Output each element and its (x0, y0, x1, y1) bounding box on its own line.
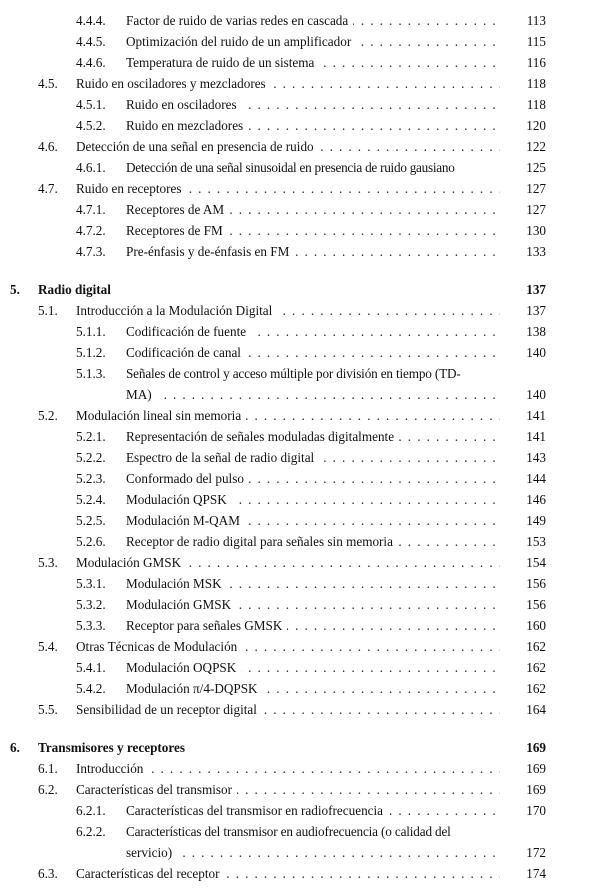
toc-entry-title: Características del transmisor en audiofrecuencia (o calidad del (126, 822, 546, 842)
toc-entry-page: 122 (526, 139, 546, 154)
toc-entry-number: 4.7.2. (76, 223, 106, 238)
toc-entry-number: 5.3. (38, 555, 58, 570)
toc-entry-title-continued: servicio) . . . (126, 843, 500, 863)
toc-entry (0, 322, 546, 342)
toc-entry-title: Receptor para señales GMSK . . . (126, 616, 500, 636)
toc-entry-page: 149 (526, 513, 546, 528)
toc-entry-title: Detección de una señal en presencia de ruido . . . (76, 137, 500, 157)
toc-entry-number: 5.2.4. (76, 492, 106, 507)
toc-entry-page: 156 (526, 597, 546, 612)
toc-entry-page: 170 (526, 803, 546, 818)
toc-entry-title: Codificación de fuente . . . (126, 322, 500, 342)
toc-entry-page: 169 (526, 761, 546, 776)
toc-entry-number: 5.2.1. (76, 429, 106, 444)
toc-entry-page: 153 (526, 534, 546, 549)
toc-entry-title: Conformado del pulso . . . (126, 469, 500, 489)
toc-entry (0, 637, 546, 657)
toc-entry-number: 4.6.1. (76, 160, 106, 175)
toc-entry (0, 11, 546, 31)
toc-entry (0, 532, 546, 552)
toc-entry-number: 4.5.2. (76, 118, 106, 133)
toc-entry-title: Modulación QPSK . . . (126, 490, 500, 510)
toc-entry-title: Modulación π/4-DQPSK . . . (126, 679, 500, 699)
toc-entry-number: 5.3.2. (76, 597, 106, 612)
toc-entry-number: 5.2. (38, 408, 58, 423)
toc-entry (0, 95, 546, 115)
toc-entry (0, 822, 546, 842)
toc-entry (0, 553, 546, 573)
toc-entry-page: 113 (526, 13, 546, 28)
toc-entry-number: 5.3.1. (76, 576, 106, 591)
toc-entry (0, 406, 546, 426)
toc-entry-number: 6.1. (38, 761, 58, 776)
toc-chapter-number: 6. (10, 740, 20, 755)
toc-entry-number: 5.1. (38, 303, 58, 318)
toc-entry-number: 5.4. (38, 639, 58, 654)
toc-entry (0, 200, 546, 220)
toc-entry-continuation (0, 385, 546, 405)
toc-entry (0, 864, 546, 884)
toc-entry-page: 141 (526, 429, 546, 444)
toc-entry-page: 115 (526, 34, 546, 49)
toc-entry (0, 658, 546, 678)
toc-entry-number: 5.2.5. (76, 513, 106, 528)
toc-entry-page: 174 (526, 866, 546, 881)
toc-entry (0, 179, 546, 199)
toc-entry-title: Modulación GMSK . . . (126, 595, 500, 615)
toc-entry-title: Representación de señales moduladas digitalmente . . . (126, 427, 500, 447)
toc-entry-page: 127 (526, 181, 546, 196)
toc-entry-page: 162 (526, 660, 546, 675)
toc-entry-title: Receptor de radio digital para señales sin memoria . . . (126, 532, 500, 552)
toc-entry-number: 5.2.3. (76, 471, 106, 486)
toc-chapter-title: Transmisores y receptores (38, 738, 500, 758)
toc-entry-title: Pre-énfasis y de-énfasis en FM . . . (126, 242, 500, 262)
toc-entry-title: Introducción . . . (76, 759, 500, 779)
toc-chapter-page: 137 (526, 282, 546, 297)
toc-entry-number: 5.2.6. (76, 534, 106, 549)
toc-entry (0, 32, 546, 52)
toc-entry-page: 118 (526, 76, 546, 91)
toc-entry-title: Factor de ruido de varias redes en cascada . . . (126, 11, 500, 31)
toc-entry-title: Introducción a la Modulación Digital . . . (76, 301, 500, 321)
toc-entry (0, 116, 546, 136)
toc-entry-page: 120 (526, 118, 546, 133)
toc-entry (0, 364, 546, 384)
toc-entry (0, 490, 546, 510)
toc-entry-title: Ruido en osciladores y mezcladores . . . (76, 74, 500, 94)
toc-entry-title: Características del transmisor en radiofrecuencia . . . (126, 801, 500, 821)
toc-entry (0, 469, 546, 489)
toc-entry-number: 4.4.4. (76, 13, 106, 28)
toc-entry-title: Detección de una señal sinusoidal en presencia de ruido gausiano (126, 158, 506, 178)
toc-entry-number: 5.4.1. (76, 660, 106, 675)
toc-entry (0, 343, 546, 363)
toc-entry-title: Modulación GMSK . . . (76, 553, 500, 573)
toc-entry-page: 162 (526, 639, 546, 654)
toc-entry-title: Características del transmisor . . . (76, 780, 500, 800)
toc-entry-title: Modulación OQPSK . . . (126, 658, 500, 678)
toc-entry (0, 427, 546, 447)
toc-entry-continuation (0, 843, 546, 863)
toc-entry (0, 448, 546, 468)
toc-entry-number: 4.5. (38, 76, 58, 91)
toc-entry (0, 242, 546, 262)
toc-entry-page: 160 (526, 618, 546, 633)
toc-entry-number: 4.6. (38, 139, 58, 154)
toc-entry-number: 5.4.2. (76, 681, 106, 696)
toc-entry-page: 169 (526, 782, 546, 797)
toc-entry-page: 141 (526, 408, 546, 423)
toc-entry (0, 801, 546, 821)
toc-entry (0, 301, 546, 321)
toc-entry-number: 5.1.2. (76, 345, 106, 360)
toc-entry (0, 616, 546, 636)
toc-entry-page: 154 (526, 555, 546, 570)
toc-entry-title: Otras Técnicas de Modulación . . . (76, 637, 500, 657)
toc-entry-page: 146 (526, 492, 546, 507)
toc-entry-number: 6.3. (38, 866, 58, 881)
toc-entry-page: 130 (526, 223, 546, 238)
toc-entry-page: 138 (526, 324, 546, 339)
toc-entry-page: 140 (526, 387, 546, 402)
toc-entry-title-continued: MA) . . . (126, 385, 500, 405)
toc-entry (0, 759, 546, 779)
toc-entry-title: Receptores de FM . . . (126, 221, 500, 241)
toc-entry-title: Ruido en receptores . . . (76, 179, 500, 199)
toc-entry-number: 4.4.5. (76, 34, 106, 49)
toc-entry-title: Sensibilidad de un receptor digital . . . (76, 700, 500, 720)
toc-entry-number: 4.7. (38, 181, 58, 196)
toc-entry (0, 679, 546, 699)
toc-entry-number: 6.2.1. (76, 803, 106, 818)
toc-entry-page: 156 (526, 576, 546, 591)
toc-entry-title: Optimización del ruido de un amplificador . . . (126, 32, 500, 52)
toc-entry-page: 116 (526, 55, 546, 70)
toc-chapter (0, 738, 546, 758)
toc-entry-title: Ruido en mezcladores . . . (126, 116, 500, 136)
toc-entry-number: 5.1.1. (76, 324, 106, 339)
toc-entry-page: 162 (526, 681, 546, 696)
toc-entry (0, 74, 546, 94)
toc-entry (0, 137, 546, 157)
toc-entry-page: 143 (526, 450, 546, 465)
toc-entry-number: 6.2.2. (76, 824, 106, 839)
toc-entry-number: 4.5.1. (76, 97, 106, 112)
toc-entry (0, 700, 546, 720)
toc-entry-page: 144 (526, 471, 546, 486)
toc-entry-page: 172 (526, 845, 546, 860)
toc-entry-number: 5.1.3. (76, 366, 106, 381)
toc-entry-page: 127 (526, 202, 546, 217)
toc-entry (0, 53, 546, 73)
toc-chapter-title: Radio digital (38, 280, 500, 300)
toc-entry-number: 6.2. (38, 782, 58, 797)
toc-entry (0, 221, 546, 241)
toc-entry-page: 118 (526, 97, 546, 112)
toc-chapter-number: 5. (10, 282, 20, 297)
toc-chapter-page: 169 (526, 740, 546, 755)
toc-chapter (0, 280, 546, 300)
toc-entry-number: 4.7.1. (76, 202, 106, 217)
toc-entry-title: Ruido en osciladores . . . (126, 95, 500, 115)
toc-entry-title: Características del receptor . . . (76, 864, 500, 884)
toc-entry-number: 5.3.3. (76, 618, 106, 633)
toc-entry-title: Receptores de AM . . . (126, 200, 500, 220)
toc-entry-title: Modulación lineal sin memoria . . . (76, 406, 500, 426)
toc-entry-number: 5.5. (38, 702, 58, 717)
toc-entry-number: 5.2.2. (76, 450, 106, 465)
toc-entry-page: 140 (526, 345, 546, 360)
toc-entry (0, 574, 546, 594)
toc-entry-title: Señales de control y acceso múltiple por división en tiempo (TD- (126, 364, 546, 384)
toc-entry-page: 137 (526, 303, 546, 318)
toc-entry-title: Modulación MSK . . . (126, 574, 500, 594)
toc-entry (0, 511, 546, 531)
toc-entry-page: 125 (526, 160, 546, 175)
toc-entry (0, 780, 546, 800)
toc-entry-title: Modulación M-QAM . . . (126, 511, 500, 531)
toc-entry-page: 164 (526, 702, 546, 717)
toc-entry-title: Espectro de la señal de radio digital . . . (126, 448, 500, 468)
toc-entry-number: 4.7.3. (76, 244, 106, 259)
toc-entry (0, 595, 546, 615)
toc-entry-number: 4.4.6. (76, 55, 106, 70)
toc-entry (0, 158, 546, 178)
toc-entry-title: Temperatura de ruido de un sistema . . . (126, 53, 500, 73)
toc-entry-title: Codificación de canal . . . (126, 343, 500, 363)
toc-entry-page: 133 (526, 244, 546, 259)
